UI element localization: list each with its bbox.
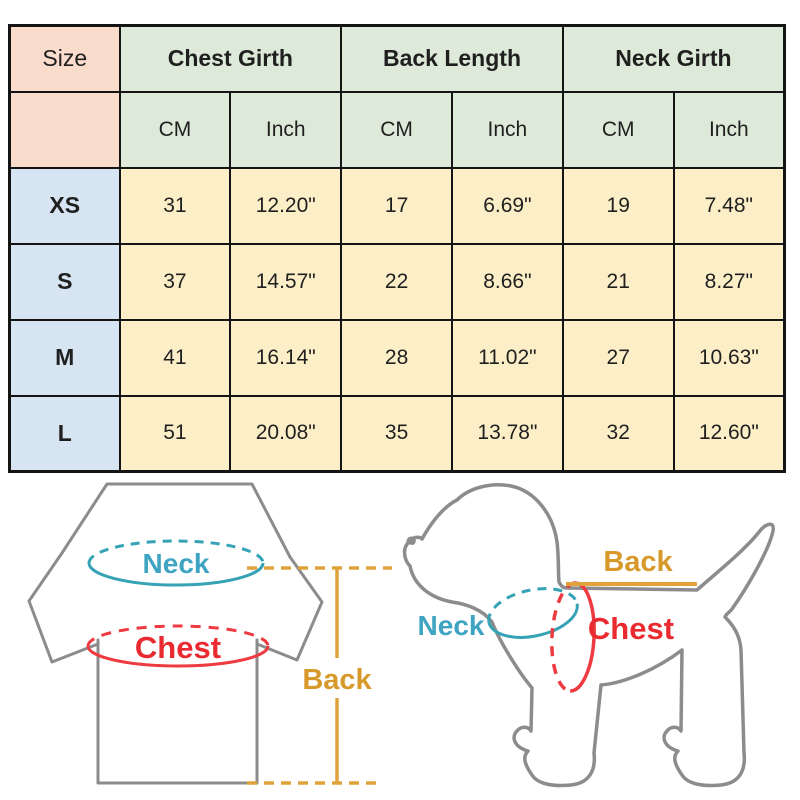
value-cell: 8.27" (674, 244, 785, 320)
value-cell: 17 (341, 168, 452, 244)
value-cell: 12.60" (674, 396, 785, 472)
value-cell: 14.57" (230, 244, 341, 320)
shirt-chest-label: Chest (134, 630, 222, 665)
shirt-yoke (62, 484, 290, 557)
value-cell: 27 (563, 320, 674, 396)
value-cell: 51 (120, 396, 231, 472)
value-cell: 20.08" (230, 396, 341, 472)
value-cell: 10.63" (674, 320, 785, 396)
unit-cell: CM (341, 92, 452, 168)
table-units-row (10, 92, 785, 168)
header-cell-size: Size (10, 26, 120, 92)
units-row-empty-cell (10, 92, 120, 168)
value-cell: 19 (563, 168, 674, 244)
table-row-m (10, 320, 785, 396)
value-cell: 32 (563, 396, 674, 472)
size-cell: S (10, 244, 120, 320)
table-row-xs (10, 168, 785, 244)
value-cell: 6.69" (452, 168, 563, 244)
size-cell: M (10, 320, 120, 396)
value-cell: 31 (120, 168, 231, 244)
table-row-s (10, 244, 785, 320)
shirt-neck-label: Neck (142, 548, 210, 579)
table-header-row (10, 26, 785, 92)
shirt-measurement-diagram (0, 470, 400, 800)
unit-cell: Inch (674, 92, 785, 168)
unit-cell: Inch (230, 92, 341, 168)
header-group-neck-girth: Neck Girth (563, 26, 785, 92)
value-cell: 37 (120, 244, 231, 320)
value-cell: 21 (563, 244, 674, 320)
dog-chest-label: Chest (587, 611, 675, 646)
unit-cell: CM (563, 92, 674, 168)
size-cell: XS (10, 168, 120, 244)
dog-neck-label: Neck (417, 610, 485, 641)
value-cell: 41 (120, 320, 231, 396)
value-cell: 28 (341, 320, 452, 396)
value-cell: 22 (341, 244, 452, 320)
dog-nose (406, 536, 415, 545)
value-cell: 8.66" (452, 244, 563, 320)
value-cell: 16.14" (230, 320, 341, 396)
unit-cell: Inch (452, 92, 563, 168)
shirt-back-label: Back (302, 664, 372, 696)
value-cell: 12.20" (230, 168, 341, 244)
dog-back-label: Back (603, 546, 673, 578)
value-cell: 11.02" (452, 320, 563, 396)
header-group-chest-girth: Chest Girth (120, 26, 342, 92)
header-group-back-length: Back Length (341, 26, 563, 92)
value-cell: 35 (341, 396, 452, 472)
table-row-l (10, 396, 785, 472)
size-cell: L (10, 396, 120, 472)
value-cell: 7.48" (674, 168, 785, 244)
dog-measurement-diagram (395, 470, 795, 800)
unit-cell: CM (120, 92, 231, 168)
value-cell: 13.78" (452, 396, 563, 472)
size-chart-table (8, 24, 786, 473)
